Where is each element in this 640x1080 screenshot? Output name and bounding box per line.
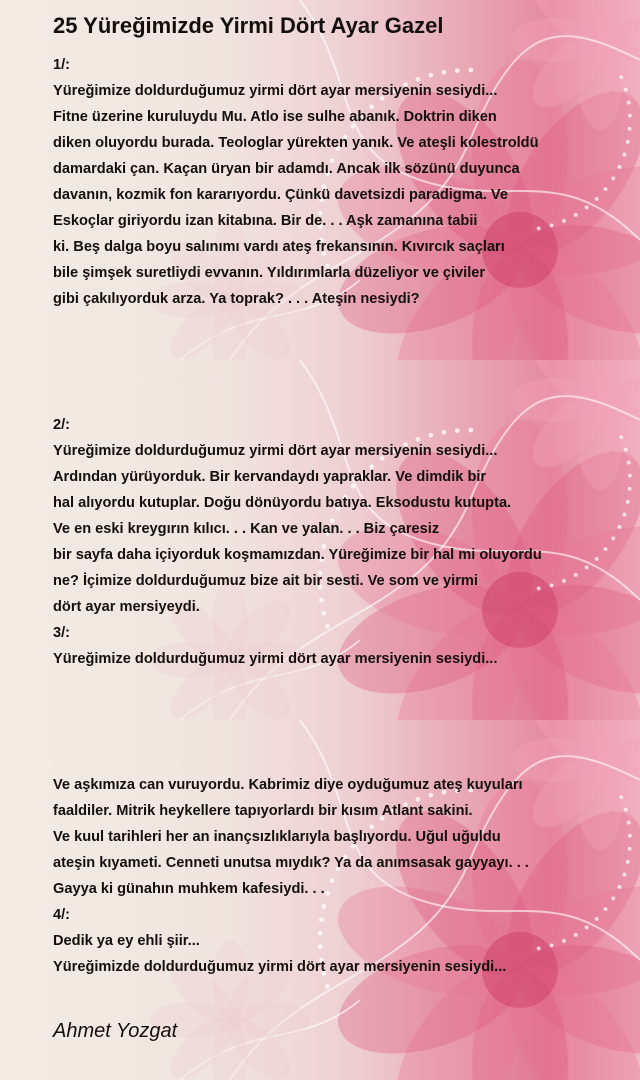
poem-line: Dedik ya ey ehli şiir... — [53, 933, 200, 949]
poem-line: faaldiler. Mitrik heykellere tapıyorlardı bir kısım Atlant sakini. — [53, 803, 473, 819]
poem-line: hal alıyordu kutuplar. Doğu dönüyordu batıya. Eksodustu kutupta. — [53, 495, 512, 511]
poem-line: Ve en eski kreygırın kılıcı. . . Kan ve yalan. . . Biz çaresiz — [53, 521, 440, 537]
poem-line: dört ayar mersiyeydi. — [53, 599, 200, 615]
poem-line: 4/: — [53, 907, 71, 923]
poem-line: diken oluyordu burada. Teologlar yürekten yanık. Ve ateşli kolestroldü — [53, 135, 539, 151]
poem-line: 3/: — [53, 625, 71, 641]
poem-line: ne? İçimize doldurduğumuz bize ait bir sesti. Ve som ve yirmi — [53, 573, 478, 589]
poem-line: Yüreğimize doldurduğumuz yirmi dört ayar mersiyenin sesiydi... — [53, 443, 498, 459]
poem-line: ki. Beş dalga boyu salınımı vardı ateş frekansının. Kıvırcık saçları — [53, 239, 505, 255]
poem-line: 2/: — [53, 417, 71, 433]
author-name: Ahmet Yozgat — [53, 1020, 178, 1042]
poem-line: Ve aşkımıza can vuruyordu. Kabrimiz diye oyduğumuz ateş kuyuları — [53, 777, 523, 793]
poem-line: davanın, kozmik fon kararıyordu. Çünkü davetsizdi paradigma. Ve — [53, 187, 508, 203]
poem-title: 25 Yüreğimizde Yirmi Dört Ayar Gazel — [53, 13, 444, 38]
poem-line: ateşin kıyameti. Cenneti unutsa mıydık? Ya da anımsasak gayyayı. . . — [53, 855, 529, 871]
poem-line: bile şimşek suretliydi evvanın. Yıldırımlarla düzeliyor ve çiviler — [53, 265, 486, 281]
poem-line: Yüreğimize doldurduğumuz yirmi dört ayar mersiyenin sesiydi... — [53, 651, 498, 667]
poem-stanza — [53, 772, 613, 980]
poem-line: Yüreğimize doldurduğumuz yirmi dört ayar mersiyenin sesiydi... — [53, 83, 498, 99]
poem-line: gibi çakılıyorduk arza. Ya toprak? . . . Ateşin nesiydi? — [53, 291, 420, 307]
poem-line: Fitne üzerine kuruluydu Mu. Atlo ise sulhe abanık. Doktrin diken — [53, 109, 497, 125]
poem-line: Yüreğimizde doldurduğumuz yirmi dört ayar mersiyenin sesiydi... — [53, 959, 507, 975]
poem-line: Eskoçlar giriyordu izan kitabına. Bir de. . . Aşk zamanına tabii — [53, 213, 478, 229]
poem-line: Ve kuul tarihleri her an inançsızlıklarıyla başlıyordu. Uğul uğuldu — [53, 829, 501, 845]
poem-stanza — [53, 52, 613, 312]
poem-line: bir sayfa daha içiyorduk koşmamızdan. Yüreğimize bir hal mi oluyordu — [53, 547, 542, 563]
poem-stanza — [53, 412, 613, 672]
poem-line: Ardından yürüyorduk. Bir kervandaydı yapraklar. Ve dimdik bir — [53, 469, 487, 485]
poem-line: 1/: — [53, 57, 71, 73]
poem-line: Gayya ki günahın muhkem kafesiydi. . . — [53, 881, 325, 897]
poem-line: damardaki çan. Kaçan üryan bir adamdı. Ancak ilk sözünü duyunca — [53, 161, 520, 177]
